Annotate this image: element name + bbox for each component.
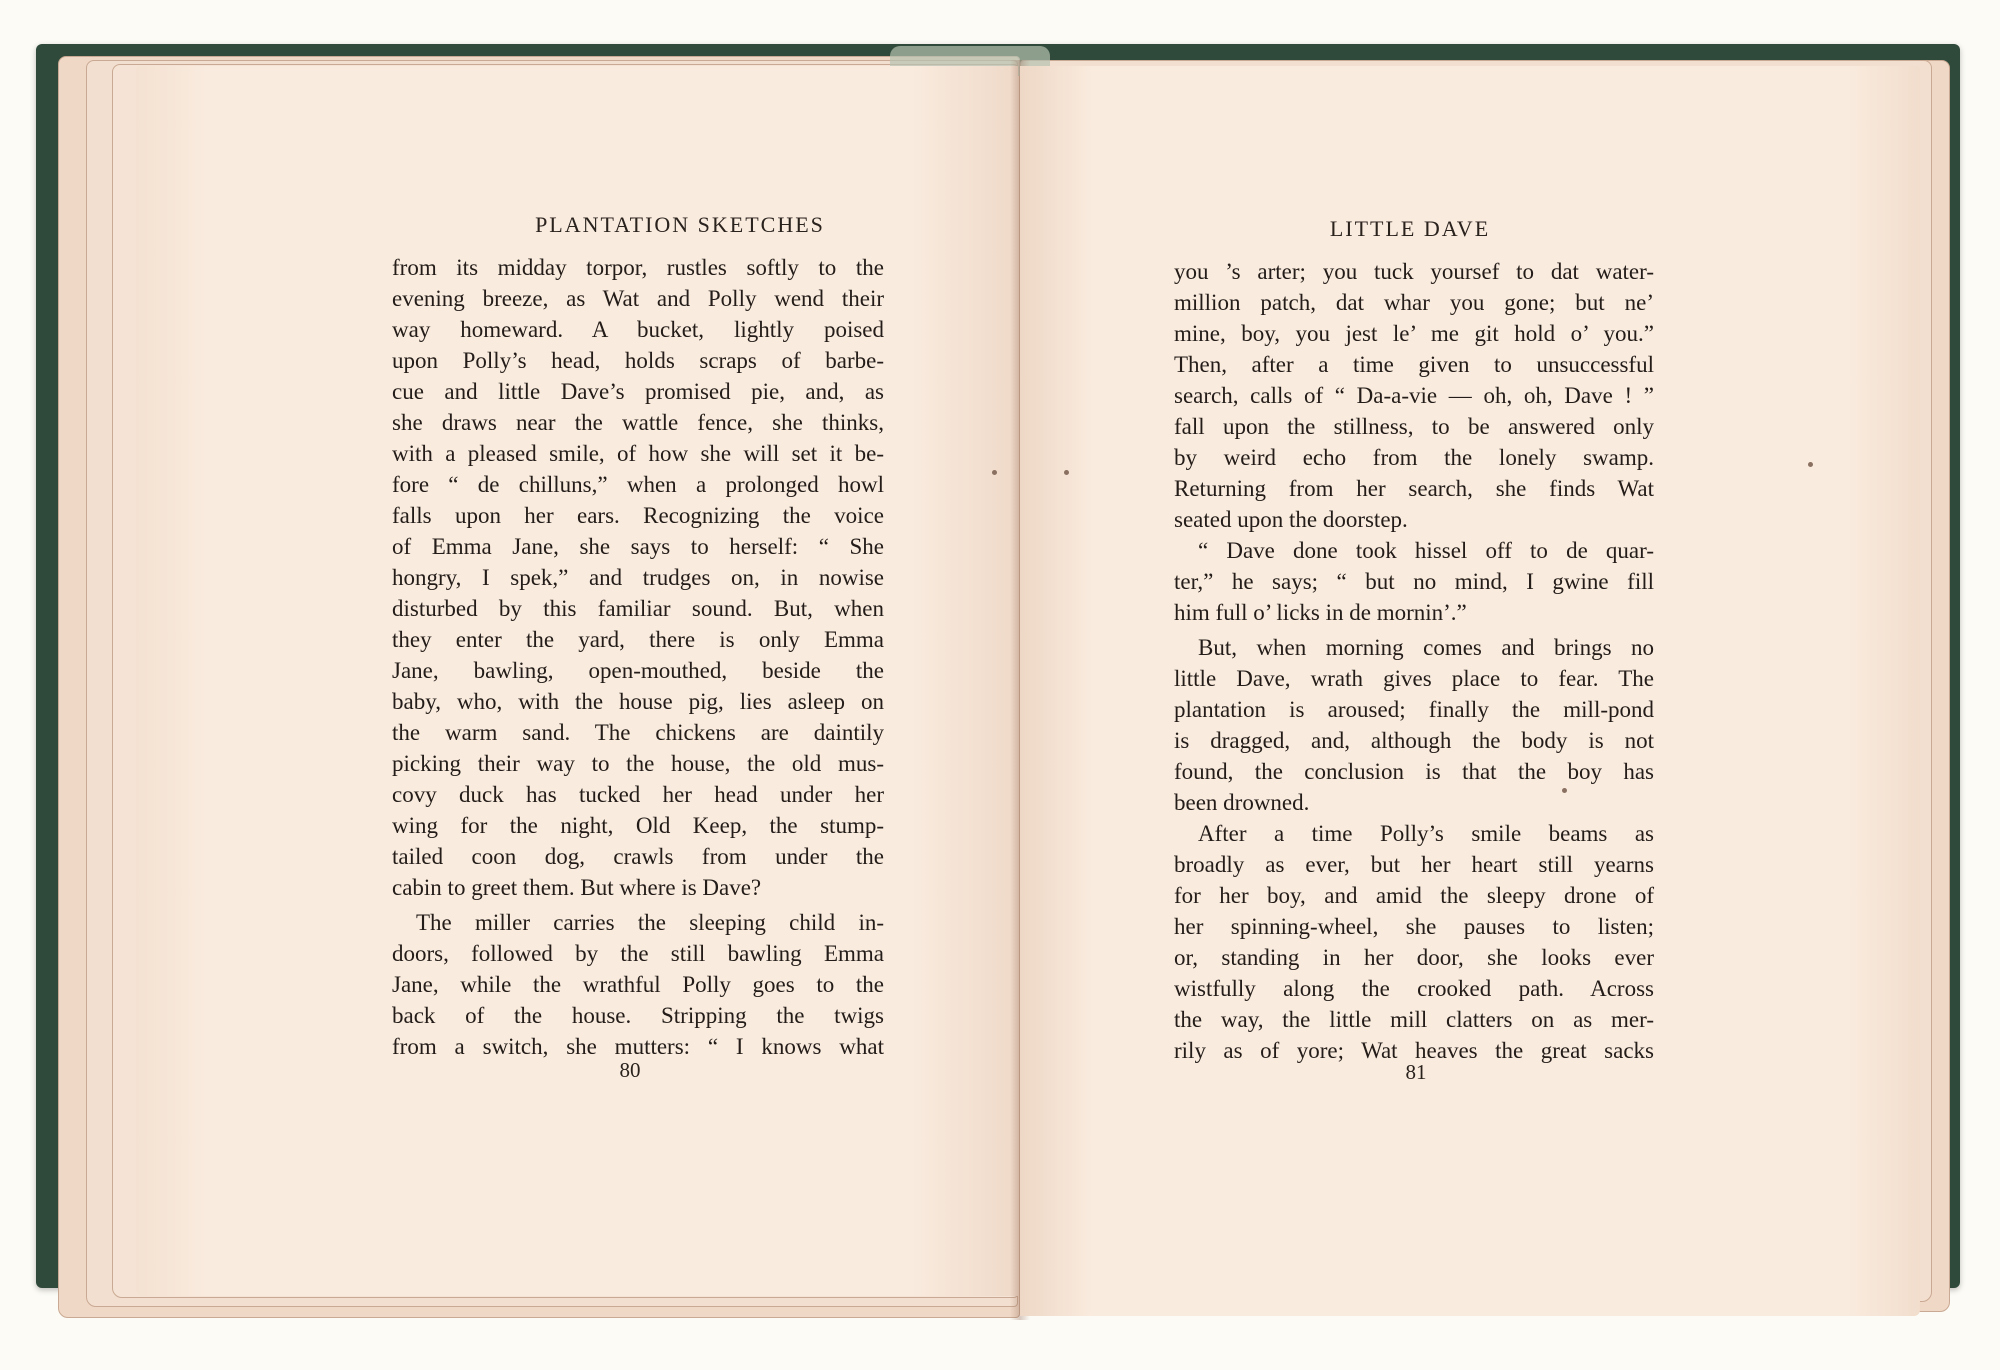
text-line: fall upon the stillness, to be answered only — [1174, 414, 1654, 439]
text-line: from a switch, she mutters: “ I knows what — [392, 1034, 884, 1059]
right-running-head: LITTLE DAVE — [1329, 216, 1491, 241]
text-line: tailed coon dog, crawls from under the — [392, 844, 884, 869]
text-line: After a time Polly’s smile beams as — [1198, 821, 1654, 846]
text-line: her spinning-wheel, she pauses to listen; — [1174, 914, 1654, 939]
text-line: way homeward. A bucket, lightly poised — [392, 317, 884, 342]
text-line: But, when morning comes and brings no — [1198, 635, 1654, 660]
text-line: Jane, bawling, open-mouthed, beside the — [392, 658, 884, 683]
text-line: search, calls of “ Da-a-vie — oh, oh, Dave ! ” — [1174, 383, 1654, 408]
text-line: “ Dave done took hissel off to de quar- — [1198, 538, 1654, 563]
paper-speck — [1064, 470, 1069, 475]
text-line: is dragged, and, although the body is not — [1174, 728, 1654, 753]
text-line: or, standing in her door, she looks ever — [1174, 945, 1654, 970]
text-line: found, the conclusion is that the boy has — [1174, 759, 1654, 784]
text-line: they enter the yard, there is only Emma — [392, 627, 884, 652]
text-line: wistfully along the crooked path. Across — [1174, 976, 1654, 1001]
text-line: the way, the little mill clatters on as mer- — [1174, 1007, 1654, 1032]
text-line: from its midday torpor, rustles softly to the — [392, 255, 884, 280]
text-line: The miller carries the sleeping child in- — [416, 910, 884, 935]
text-line: evening breeze, as Wat and Polly wend their — [392, 286, 884, 311]
text-line: broadly as ever, but her heart still yearns — [1174, 852, 1654, 877]
text-line: upon Polly’s head, holds scraps of barbe- — [392, 348, 884, 373]
text-line: picking their way to the house, the old mus- — [392, 751, 884, 776]
text-line: with a pleased smile, of how she will set it be- — [392, 441, 884, 466]
text-line: seated upon the doorstep. — [1174, 507, 1408, 532]
text-line: Jane, while the wrathful Polly goes to the — [392, 972, 884, 997]
text-line: hongry, I spek,” and trudges on, in nowise — [392, 565, 884, 590]
text-line: million patch, dat whar you gone; but ne’ — [1174, 290, 1654, 315]
text-line: rily as of yore; Wat heaves the great sacks — [1174, 1038, 1654, 1063]
text-line: doors, followed by the still bawling Emma — [392, 941, 884, 966]
text-line: covy duck has tucked her head under her — [392, 782, 884, 807]
text-line: wing for the night, Old Keep, the stump- — [392, 813, 884, 838]
text-line: him full o’ licks in de mornin’.” — [1174, 600, 1467, 625]
text-line: fore “ de chilluns,” when a prolonged howl — [392, 472, 884, 497]
text-line: cue and little Dave’s promised pie, and, as — [392, 379, 884, 404]
paper-speck — [1562, 788, 1567, 793]
text-line: Returning from her search, she finds Wat — [1174, 476, 1654, 501]
text-line: Then, after a time given to unsuccessful — [1174, 352, 1654, 377]
text-line: by weird echo from the lonely swamp. — [1174, 445, 1654, 470]
paper-speck — [992, 470, 997, 475]
text-line: you ’s arter; you tuck yoursef to dat water- — [1174, 259, 1654, 284]
text-line: disturbed by this familiar sound. But, when — [392, 596, 884, 621]
text-line: she draws near the wattle fence, she thinks, — [392, 410, 884, 435]
left-text-block — [392, 252, 884, 1062]
text-line: of Emma Jane, she says to herself: “ She — [392, 534, 884, 559]
right-page-number: 81 — [1405, 1060, 1427, 1084]
text-line: baby, who, with the house pig, lies asleep on — [392, 689, 884, 714]
text-line: been drowned. — [1174, 790, 1310, 815]
paper-speck — [1808, 462, 1813, 467]
text-line: little Dave, wrath gives place to fear. The — [1174, 666, 1654, 691]
text-line: for her boy, and amid the sleepy drone of — [1174, 883, 1654, 908]
left-page-number: 80 — [619, 1058, 641, 1082]
left-running-head: PLANTATION SKETCHES — [535, 212, 825, 237]
text-line: falls upon her ears. Recognizing the voice — [392, 503, 884, 528]
text-line: ter,” he says; “ but no mind, I gwine fill — [1174, 569, 1654, 594]
text-line: plantation is aroused; finally the mill-pond — [1174, 697, 1654, 722]
text-line: back of the house. Stripping the twigs — [392, 1003, 884, 1028]
right-text-block — [1174, 256, 1654, 1066]
text-line: cabin to greet them. But where is Dave? — [392, 875, 762, 900]
text-line: mine, boy, you jest le’ me git hold o’ you.” — [1174, 321, 1654, 346]
text-line: the warm sand. The chickens are daintily — [392, 720, 884, 745]
